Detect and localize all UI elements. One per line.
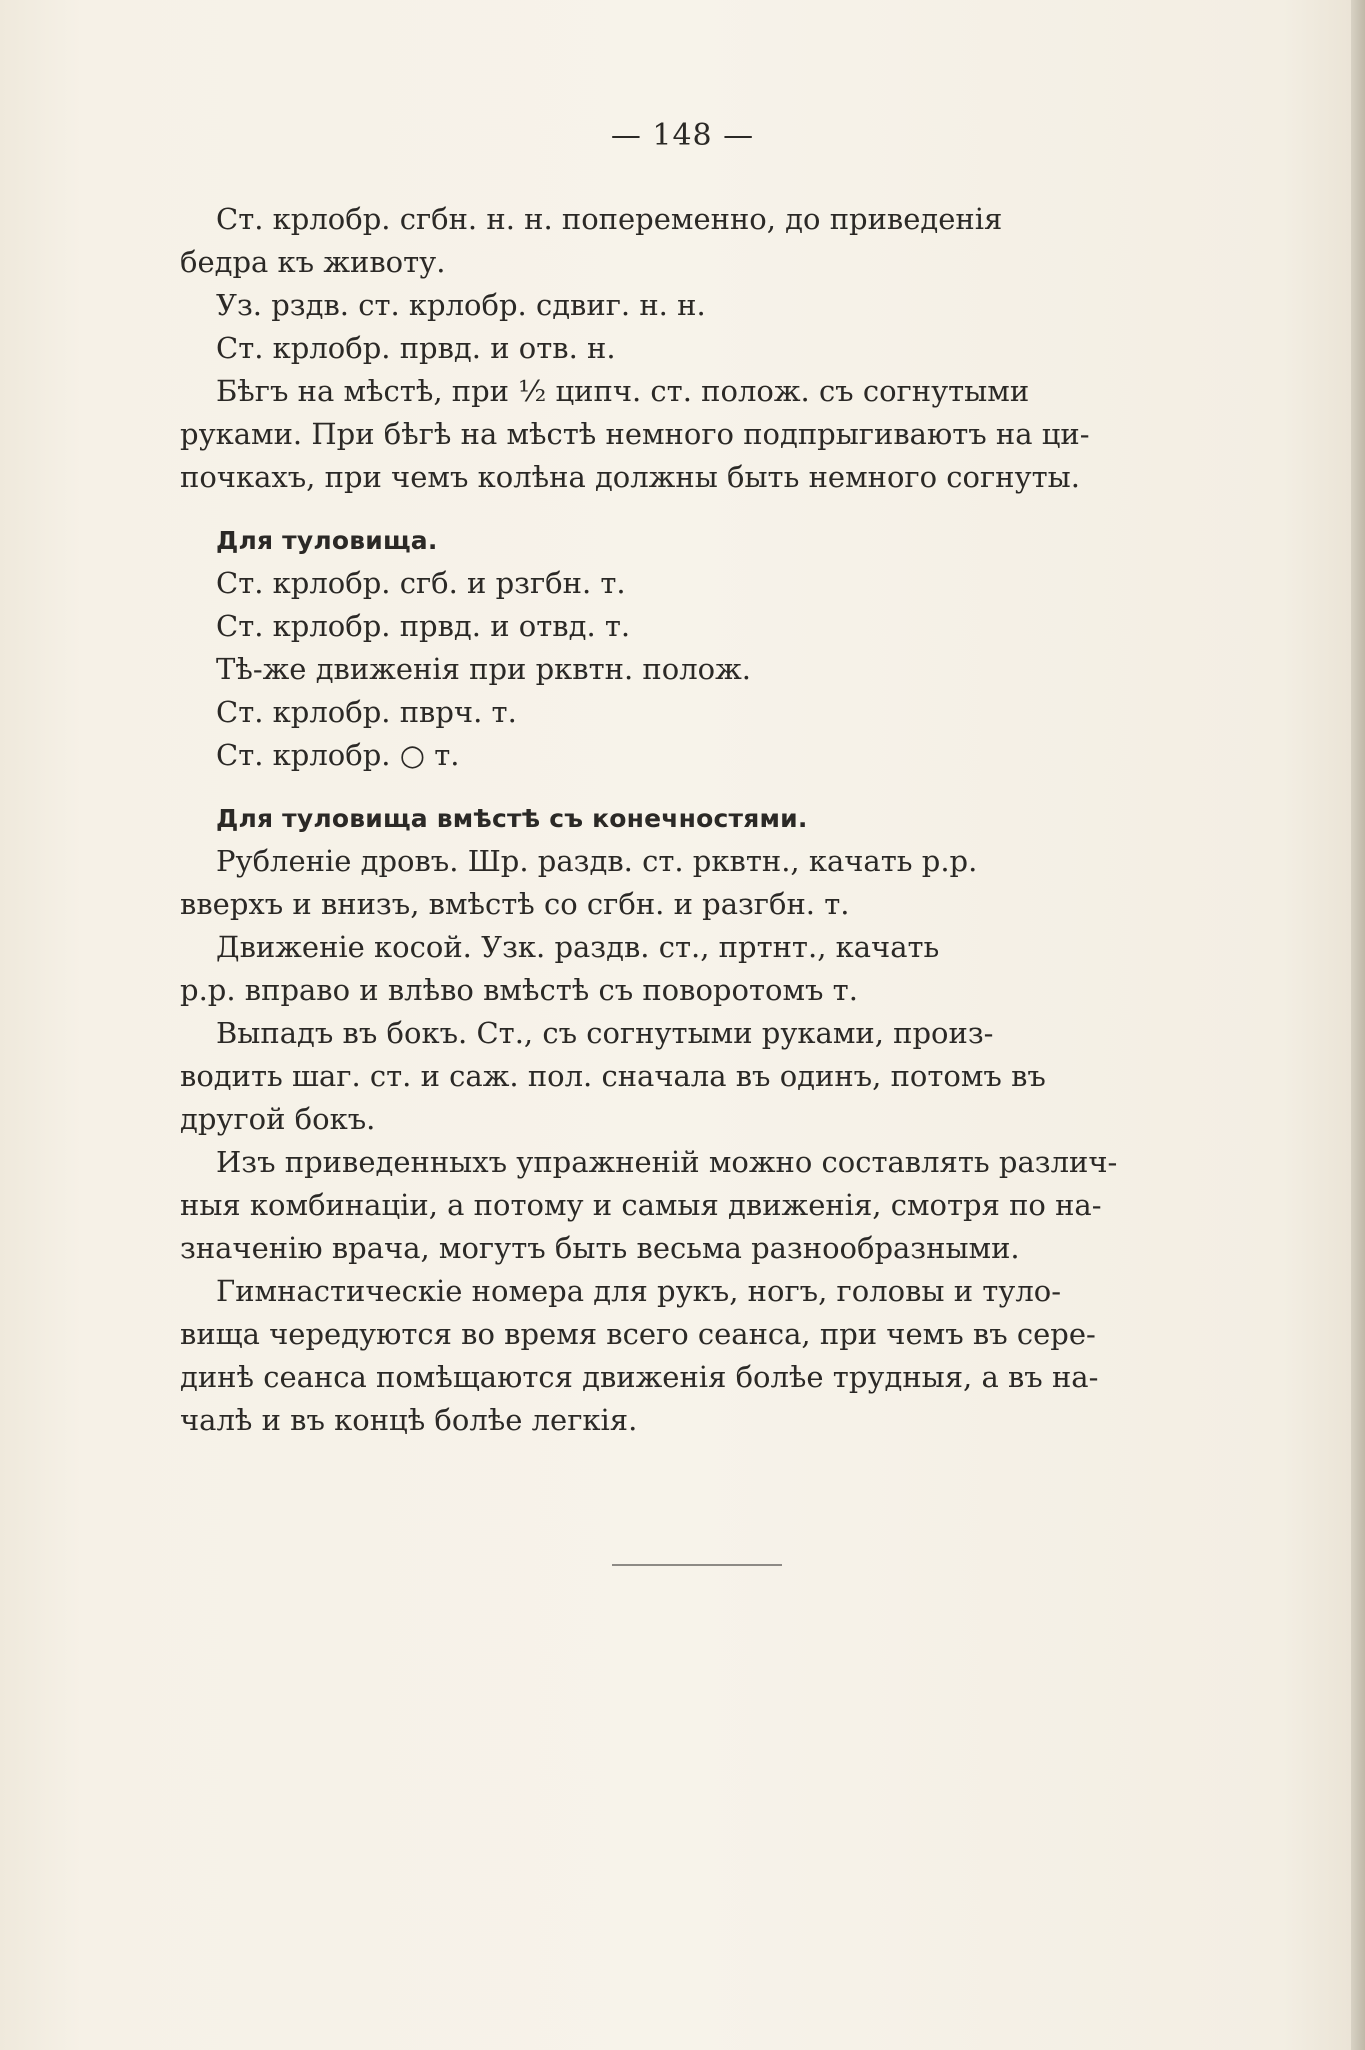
section-heading-torso: Для туловища. <box>216 526 438 555</box>
text-line: вверхъ и внизъ, вмѣстѣ со сгбн. и разгбн. т. <box>180 887 850 921</box>
text-line: Ст. крлобр. првд. и отв. н. <box>216 331 616 365</box>
text-line: Ст. крлобр. сгбн. н. н. попеременно, до приведенія <box>216 202 1003 236</box>
text-line: Ст. крлобр. сгб. и рзгбн. т. <box>216 566 626 600</box>
text-line: Гимнастическіе номера для рукъ, ногъ, головы и туло- <box>216 1274 1062 1308</box>
text-line: руками. При бѣгѣ на мѣстѣ немного подпрыгиваютъ на ци- <box>180 417 1090 451</box>
text-line: Тѣ-же движенія при рквтн. полож. <box>216 652 751 686</box>
text-line: Ст. крлобр. ○ т. <box>216 738 460 772</box>
text-line: Изъ приведенныхъ упражненій можно составлять различ- <box>216 1145 1118 1179</box>
text-line: Выпадъ въ бокъ. Ст., съ согнутыми руками, произ- <box>216 1016 994 1050</box>
text-line: Ст. крлобр. пврч. т. <box>216 695 517 729</box>
text-line: значенію врача, могутъ быть весьма разнообразными. <box>180 1231 1020 1265</box>
text-line: ныя комбинаціи, а потому и самыя движенія, смотря по на- <box>180 1188 1102 1222</box>
text-line: почкахъ, при чемъ колѣна должны быть немного согнуты. <box>180 460 1080 494</box>
text-line: вища чередуются во время всего сеанса, при чемъ въ сере- <box>180 1317 1096 1351</box>
section-heading-torso-limbs: Для туловища вмѣстѣ съ конечностями. <box>216 804 808 833</box>
text-line: чалѣ и въ концѣ болѣе легкія. <box>180 1403 638 1437</box>
page-number: — 148 — <box>610 118 755 153</box>
text-line: Бѣгъ на мѣстѣ, при ½ ципч. ст. полож. съ согнутыми <box>216 374 1030 408</box>
end-rule <box>612 1564 782 1566</box>
text-line: р.р. вправо и влѣво вмѣстѣ съ поворотомъ т. <box>180 973 858 1007</box>
text-line: Ст. крлобр. првд. и отвд. т. <box>216 609 631 643</box>
page-edge <box>1351 0 1365 2050</box>
text-line: Уз. рздв. ст. крлобр. сдвиг. н. н. <box>216 288 706 322</box>
text-line: бедра къ животу. <box>180 245 446 279</box>
text-line: динѣ сеанса помѣщаются движенія болѣе трудныя, а въ на- <box>180 1360 1099 1394</box>
text-line: другой бокъ. <box>180 1102 376 1136</box>
text-line: водить шаг. ст. и саж. пол. сначала въ одинъ, потомъ въ <box>180 1059 1046 1093</box>
text-line: Движеніе косой. Узк. раздв. ст., пртнт., качать <box>216 930 940 964</box>
page-body <box>180 198 1220 1442</box>
text-line: Рубленіе дровъ. Шр. раздв. ст. рквтн., качать р.р. <box>216 844 978 878</box>
